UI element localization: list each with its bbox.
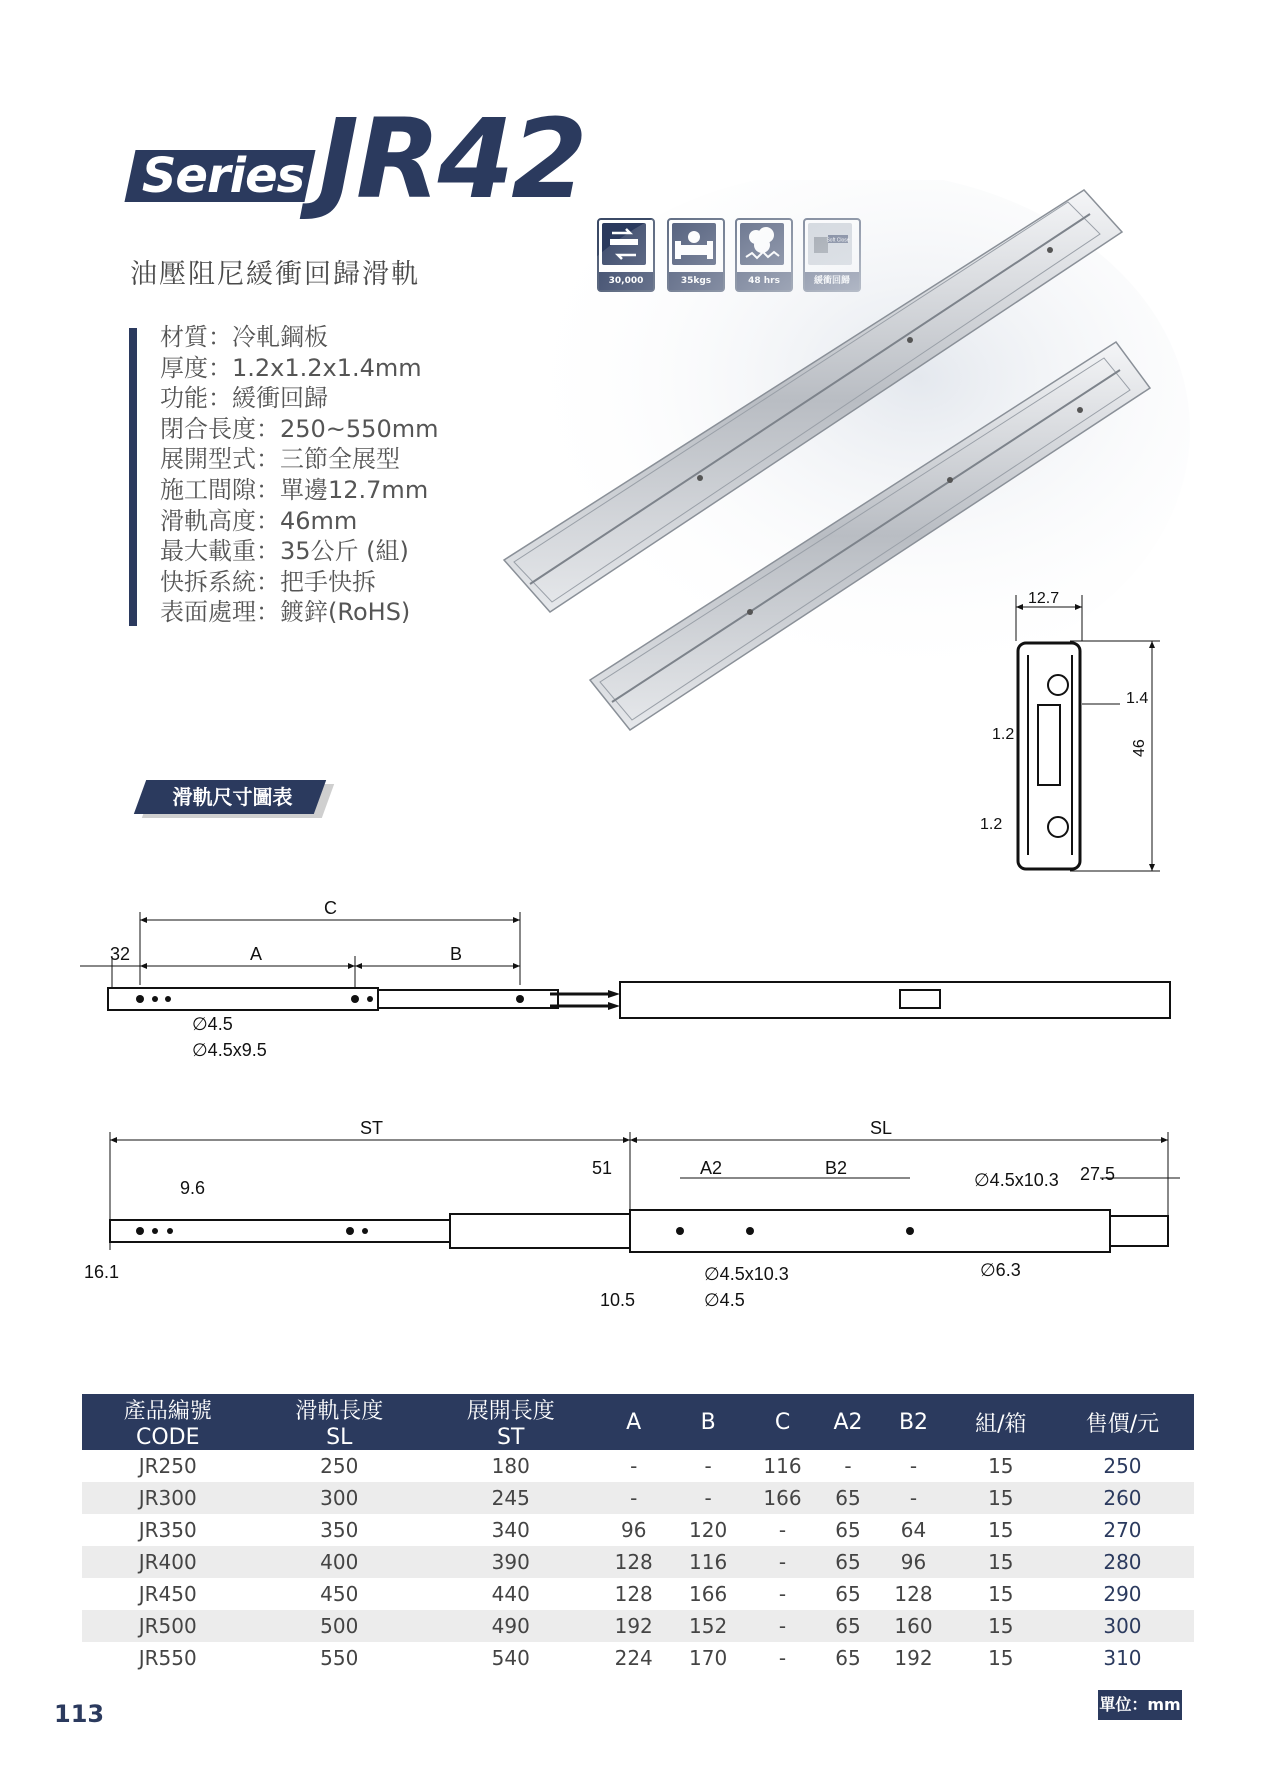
table-cell: 65 [835,1518,861,1542]
spec-material: 材質：冷軋鋼板 [160,323,328,351]
dim-offset-32: 32 [110,944,131,964]
dim-height: 46 [1131,739,1148,757]
table-cell: 390 [425,1546,597,1578]
table-cell: - [671,1482,745,1514]
dimension-diagram-extended [80,1110,1190,1330]
table-cell: 128 [894,1582,933,1606]
table-cell: - [704,1454,712,1478]
dim-SL: SL [870,1118,893,1138]
table-row [82,1546,1194,1578]
dim-t2: 1.2 [992,726,1015,743]
table-cell: 15 [988,1582,1014,1606]
spec-list [160,322,438,628]
dim-A2: A2 [700,1158,723,1178]
th-sl: 滑軌長度 SL [254,1394,426,1450]
dim-hole-45x103-bottom: ∅4.5x10.3 [704,1264,789,1284]
spec-clearance: 施工間隙：單邊12.7mm [160,475,429,504]
spec-thickness: 厚度：1.2x1.2x1.4mm [160,353,422,382]
table-cell: 500 [254,1610,426,1642]
table-cell: 65 [835,1582,861,1606]
table-cell: 170 [689,1646,728,1670]
table-cell: 192 [597,1610,671,1642]
section-tag: 滑軌尺寸圖表 [172,785,293,809]
table-cell: 192 [894,1646,933,1670]
table-cell: 290 [1103,1582,1142,1606]
spec-accent-bar [129,328,137,626]
dim-C: C [324,898,337,918]
table-row [82,1450,1194,1482]
dimension-diagram-closed [80,890,1190,1070]
rail-profile [1018,643,1080,869]
table-cell: JR250 [138,1454,197,1478]
table-cell: 116 [671,1546,745,1578]
table-cell: JR500 [82,1610,254,1642]
table-cell: 245 [425,1482,597,1514]
table-cell: 260 [1051,1482,1194,1514]
dim-t1: 1.4 [1126,690,1149,707]
table-cell: 310 [1103,1646,1142,1670]
dim-B2: B2 [825,1158,848,1178]
table-cell: 250 [1103,1454,1142,1478]
table-cell: - [876,1482,950,1514]
table-cell: 300 [254,1482,426,1514]
spec-load: 最大載重：35公斤 (組) [160,537,409,566]
table-row [82,1482,1194,1514]
table-cell: 15 [951,1482,1051,1514]
dim-t3: 1.2 [980,816,1003,833]
table-row [82,1610,1194,1642]
product-subtitle: 油壓阻尼緩衝回歸滑軌 [130,259,420,290]
dim-51: 51 [592,1158,613,1178]
table-cell: - [778,1582,787,1606]
table-cell: 180 [491,1454,530,1478]
table-cell: 65 [820,1546,877,1578]
table-cell: JR450 [138,1582,197,1606]
table-row [82,1514,1194,1546]
table-cell: - [745,1546,819,1578]
table-cell: 15 [988,1518,1014,1542]
rail-extended-outline [110,1210,1168,1252]
table-cell: 340 [491,1518,530,1542]
table-cell: 250 [320,1454,359,1478]
spec-function: 功能：緩衝回歸 [160,384,328,413]
table-cell: 300 [1051,1610,1194,1642]
spec-extension: 展開型式：三節全展型 [160,445,400,474]
dim-hole-45: ∅4.5 [192,1014,233,1034]
product-spec-table [82,1394,1194,1674]
table-cell: 550 [320,1646,359,1670]
dim-16-1: 16.1 [84,1262,120,1282]
table-cell: 166 [745,1482,819,1514]
table-cell: 280 [1051,1546,1194,1578]
th-a: A [597,1394,671,1450]
table-cell: JR300 [82,1482,254,1514]
table-cell: - [630,1454,638,1478]
table-cell: 96 [620,1518,647,1542]
table-cell: 96 [876,1546,950,1578]
spec-height: 滑軌高度：46mm [160,506,358,535]
table-cell: 450 [320,1582,359,1606]
table-cell: 160 [876,1610,950,1642]
table-cell: 128 [597,1546,671,1578]
series-label: Series [141,148,305,204]
dim-hole-45-bottom: ∅4.5 [704,1290,745,1310]
dim-B: B [450,944,463,964]
rail-closed-outline [108,982,1170,1018]
dim-10-5: 10.5 [600,1290,636,1310]
th-b2: B2 [876,1394,950,1450]
dim-9-6: 9.6 [180,1178,206,1198]
table-cell: JR550 [138,1646,197,1670]
spec-length: 閉合長度：250~550mm [160,414,439,443]
dim-hole-63: ∅6.3 [980,1260,1021,1280]
table-cell: 15 [951,1610,1051,1642]
table-cell: - [909,1454,918,1478]
unit-label: 單位：mm [1098,1690,1182,1720]
table-cell: 440 [491,1582,530,1606]
table-cell: 270 [1103,1518,1142,1542]
spec-finish: 表面處理：鍍鋅(RoHS) [160,598,411,627]
table-cell: 490 [425,1610,597,1642]
table-row [82,1578,1194,1610]
table-cell: 152 [671,1610,745,1642]
cross-section-diagram [960,585,1170,875]
dim-ST: ST [360,1118,384,1138]
table-cell: 64 [900,1518,927,1542]
th-price: 售價/元 [1051,1394,1194,1450]
th-c: C [745,1394,819,1450]
table-cell: 15 [988,1454,1014,1478]
table-cell: 224 [614,1646,653,1670]
table-cell: 166 [689,1582,728,1606]
dim-width: 12.7 [1028,590,1060,607]
table-cell: 65 [820,1482,877,1514]
table-cell: 15 [988,1646,1014,1670]
spec-release: 快拆系統：把手快拆 [160,567,376,596]
th-per-box: 組/箱 [951,1394,1051,1450]
table-cell: - [844,1454,852,1478]
table-cell: 540 [491,1646,530,1670]
table-cell: - [597,1482,671,1514]
table-cell: JR400 [82,1546,254,1578]
table-row [82,1642,1194,1674]
th-a2: A2 [820,1394,877,1450]
dim-27-5: 27.5 [1080,1164,1116,1184]
dim-hole-45x95: ∅4.5x9.5 [192,1040,267,1060]
th-b: B [671,1394,745,1450]
table-cell: 116 [763,1454,802,1478]
th-st: 展開長度 ST [425,1394,597,1450]
table-cell: 15 [951,1546,1051,1578]
table-cell: - [778,1646,787,1670]
table-cell: 120 [689,1518,728,1542]
table-cell: 350 [320,1518,359,1542]
table-cell: 65 [820,1610,877,1642]
th-code: 產品編號 CODE [82,1394,254,1450]
table-cell: - [745,1610,819,1642]
table-cell: 400 [254,1546,426,1578]
table-cell: - [778,1518,787,1542]
table-cell: 128 [614,1582,653,1606]
table-cell: 65 [835,1646,861,1670]
table-cell: JR350 [138,1518,197,1542]
dim-hole-45x103-top: ∅4.5x10.3 [974,1170,1059,1190]
page-number: 113 [54,1700,105,1728]
model-title: JR42 [318,95,585,223]
dim-A: A [250,944,263,964]
